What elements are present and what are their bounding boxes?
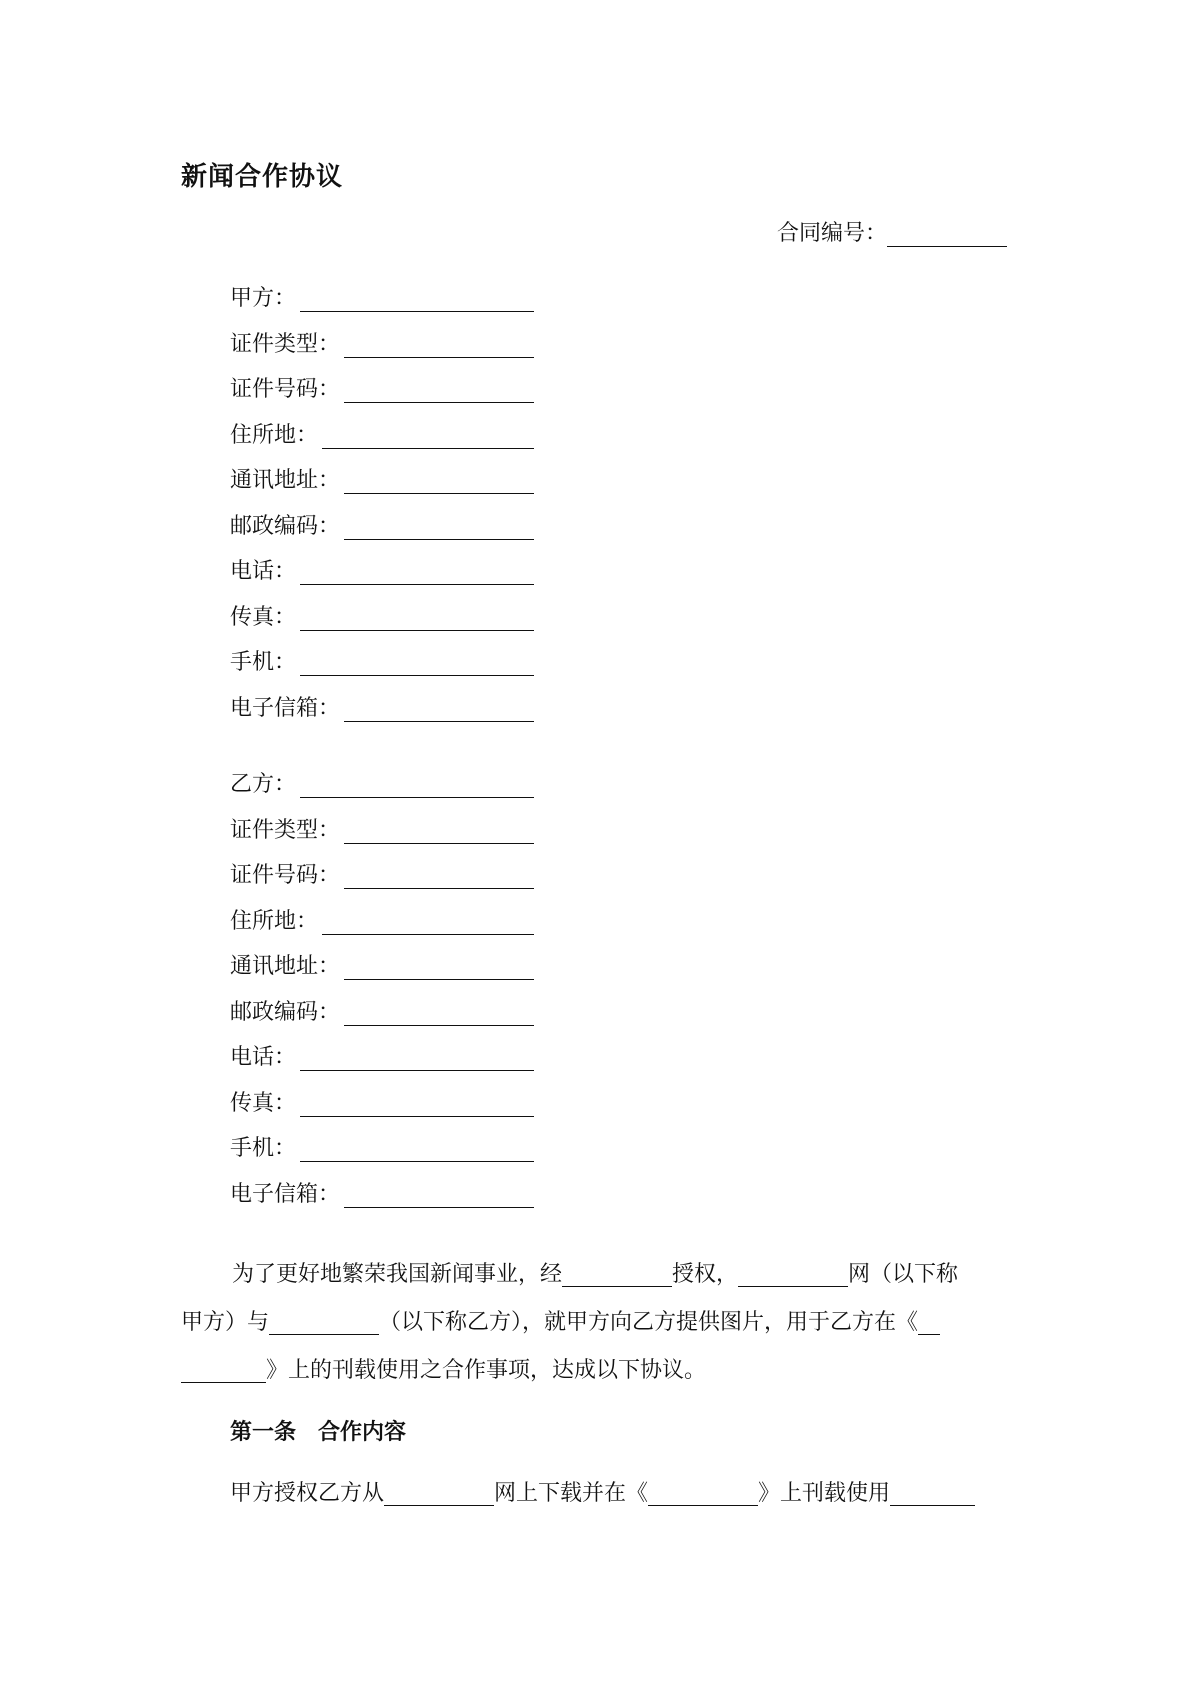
field-blank[interactable] [300,653,534,676]
intro-text: 》上的刊载使用之合作事项，达成以下协议。 [266,1358,707,1383]
field-blank[interactable] [344,517,534,540]
field-blank[interactable] [300,289,534,312]
party-b-field-row [230,764,534,798]
party-a-field-row [230,460,534,494]
party-a-field-row [230,551,534,585]
article-1-line-1 [230,1470,1013,1518]
field-blank[interactable] [344,1003,534,1026]
field-blank[interactable] [300,608,534,631]
field-label: 乙方： [230,772,297,797]
field-label: 邮政编码： [230,513,341,539]
field-blank[interactable] [344,699,534,722]
party-a-field-row [230,506,534,540]
article-1-heading: 第一条 合作内容 [230,1419,407,1445]
contract-number-field [777,216,1007,247]
field-label: 电话： [230,559,297,584]
party-a-field-row [230,597,534,631]
field-label: 证件号码： [230,863,341,888]
field-label: 证件类型： [230,331,341,357]
publication-blank-end[interactable] [181,1360,266,1383]
article-text: 》上刊载使用 [758,1481,891,1506]
intro-line-2 [181,1299,1013,1347]
field-blank[interactable] [344,866,534,889]
field-label: 邮政编码： [230,999,341,1025]
party-b-field-row [230,1083,534,1117]
field-label: 电话： [230,1045,297,1070]
intro-line-3 [181,1347,1013,1395]
field-blank[interactable] [344,957,534,980]
field-label: 手机： [230,1136,297,1161]
field-label: 电子信箱： [230,695,341,721]
usage-blank[interactable] [890,1483,975,1506]
field-label: 住所地： [230,908,319,934]
field-label: 证件类型： [230,817,341,843]
intro-text: （以下称乙方），就甲方向乙方提供图片，用于乙方在《 [379,1310,919,1335]
field-blank[interactable] [300,775,534,798]
field-label: 通讯地址： [230,954,341,979]
article-text: 甲方授权乙方从 [230,1481,385,1506]
party-b-name-blank[interactable] [269,1312,379,1335]
party-b-field-row [230,1128,534,1162]
publication-blank-start[interactable] [918,1312,940,1335]
field-label: 传真： [230,1090,297,1116]
party-a-field-row [230,642,534,676]
field-blank[interactable] [322,426,534,449]
field-blank[interactable] [300,562,534,585]
party-b-field-row [230,901,534,935]
intro-text: 为了更好地繁荣我国新闻事业，经 [232,1262,563,1287]
field-label: 住所地： [230,422,319,448]
party-a-field-row [230,688,534,722]
party-a-field-row [230,278,534,312]
field-blank[interactable] [344,335,534,358]
party-a-field-row [230,324,534,358]
field-blank[interactable] [300,1139,534,1162]
field-label: 证件号码： [230,377,341,402]
field-blank[interactable] [344,471,534,494]
party-b-field-row [230,810,534,844]
party-b-field-row [230,855,534,889]
field-blank[interactable] [344,380,534,403]
authorizer-blank[interactable] [562,1264,672,1287]
source-website-blank[interactable] [384,1483,494,1506]
intro-text: 授权， [672,1262,739,1287]
intro-line-1 [181,1251,1013,1299]
party-b-field-row [230,946,534,980]
document-title: 新闻合作协议 [181,162,344,192]
field-label: 手机： [230,650,297,675]
field-label: 甲方： [230,286,297,311]
field-label: 传真： [230,604,297,630]
party-b-field-row [230,1037,534,1071]
party-b-field-row [230,992,534,1026]
website-blank[interactable] [738,1264,848,1287]
field-blank[interactable] [344,821,534,844]
party-a-field-row [230,415,534,449]
field-blank[interactable] [300,1094,534,1117]
field-blank[interactable] [344,1185,534,1208]
field-label: 通讯地址： [230,468,341,493]
party-a-field-row [230,369,534,403]
article-text: 网上下载并在《 [494,1481,649,1506]
contract-number-blank[interactable] [887,224,1007,247]
party-b-field-row [230,1174,534,1208]
field-blank[interactable] [300,1048,534,1071]
intro-text: 网（以下称 [848,1262,959,1287]
intro-text: 甲方）与 [181,1310,270,1335]
publication-name-blank[interactable] [648,1483,758,1506]
contract-number-label: 合同编号： [777,221,888,246]
field-label: 电子信箱： [230,1181,341,1207]
field-blank[interactable] [322,912,534,935]
